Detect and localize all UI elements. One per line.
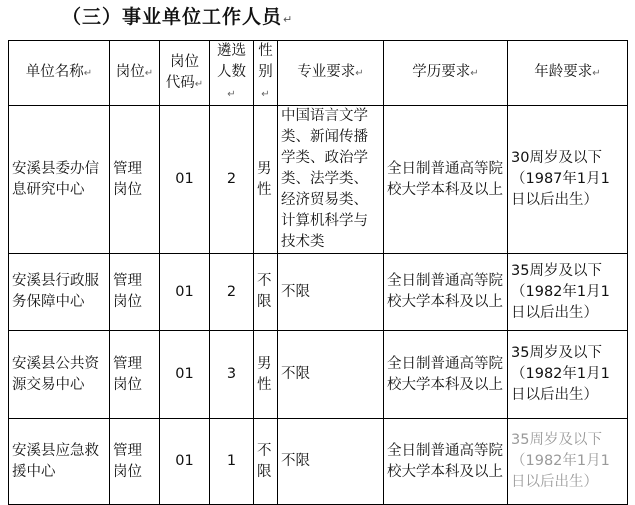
cell-major-requirement: 不限 (278, 419, 384, 505)
cell-age-requirement: 35周岁及以下（1982年1月1日以后出生） (508, 331, 628, 419)
cell-post: 管理岗位 (110, 419, 160, 505)
cell-unit-name: 安溪县委办信息研究中心 (9, 106, 110, 254)
cell-post: 管理岗位 (110, 331, 160, 419)
cell-selection-count: 1 (210, 419, 254, 505)
cell-education-requirement: 全日制普通高等院校大学本科及以上 (384, 331, 508, 419)
table-row (9, 254, 628, 331)
cell-unit-name: 安溪县公共资源交易中心 (9, 331, 110, 419)
header-selection-count: 遴选人数↵ (210, 41, 254, 106)
cell-selection-count: 3 (210, 331, 254, 419)
cell-unit-name: 安溪县行政服务保障中心 (9, 254, 110, 331)
table-row (9, 419, 628, 505)
header-post-code: 岗位代码↵ (160, 41, 210, 106)
cell-education-requirement: 全日制普通高等院校大学本科及以上 (384, 254, 508, 331)
cell-post-code: 01 (160, 254, 210, 331)
cell-post-code: 01 (160, 106, 210, 254)
cell-post-code: 01 (160, 331, 210, 419)
header-post: 岗位↵ (110, 41, 160, 106)
cell-major-requirement: 不限 (278, 254, 384, 331)
cell-post: 管理岗位 (110, 106, 160, 254)
cell-gender: 不限 (254, 254, 278, 331)
cell-major-requirement: 中国语言文学类、新闻传播学类、政治学类、法学类、经济贸易类、计算机科学与技术类 (278, 106, 384, 254)
header-education-requirement: 学历要求↵ (384, 41, 508, 106)
cell-age-requirement: 35周岁及以下（1982年1月1日以后出生） (508, 254, 628, 331)
cell-selection-count: 2 (210, 106, 254, 254)
cell-unit-name: 安溪县应急救援中心 (9, 419, 110, 505)
recruitment-table (8, 40, 628, 505)
header-unit-name: 单位名称↵ (9, 41, 110, 106)
cell-age-requirement: 35周岁及以下（1982年1月1日以后出生） (508, 419, 628, 505)
paragraph-mark-icon: ↵ (283, 13, 294, 26)
table-row (9, 331, 628, 419)
cell-selection-count: 2 (210, 254, 254, 331)
header-major-requirement: 专业要求↵ (278, 41, 384, 106)
section-title-text: （三）事业单位工作人员 (62, 6, 283, 28)
cell-gender: 男性 (254, 331, 278, 419)
cell-gender: 不限 (254, 419, 278, 505)
header-gender: 性别↵ (254, 41, 278, 106)
cell-education-requirement: 全日制普通高等院校大学本科及以上 (384, 419, 508, 505)
cell-post: 管理岗位 (110, 254, 160, 331)
cell-age-requirement: 30周岁及以下（1987年1月1日以后出生） (508, 106, 628, 254)
table-header-row (9, 41, 628, 106)
table-row (9, 106, 628, 254)
cell-major-requirement: 不限 (278, 331, 384, 419)
cell-post-code: 01 (160, 419, 210, 505)
header-age-requirement: 年龄要求↵ (508, 41, 628, 106)
section-title (62, 2, 293, 32)
cell-education-requirement: 全日制普通高等院校大学本科及以上 (384, 106, 508, 254)
cell-gender: 男性 (254, 106, 278, 254)
